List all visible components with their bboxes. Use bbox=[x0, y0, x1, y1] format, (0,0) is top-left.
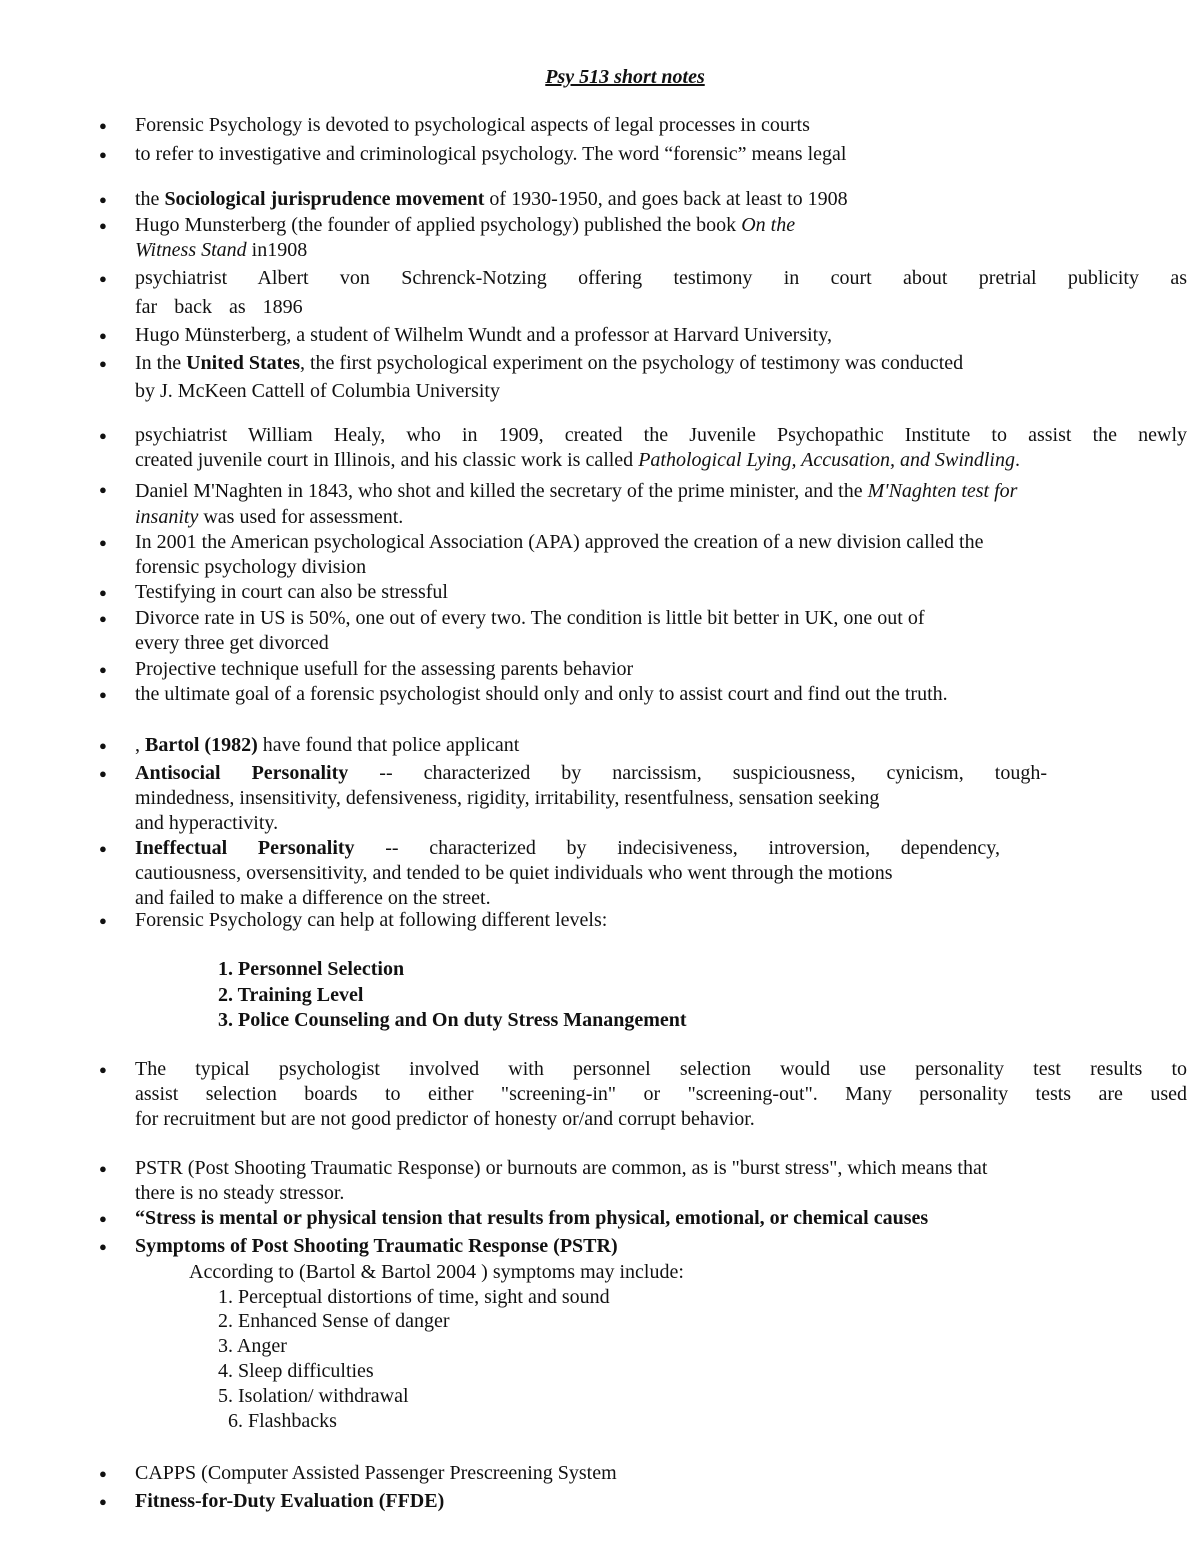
text: , bbox=[135, 734, 145, 756]
symptom-item: 2. Enhanced Sense of danger bbox=[218, 1310, 450, 1332]
text: In the bbox=[135, 352, 187, 374]
text-line: ● PSTR (Post Shooting Traumatic Response) or burnouts are common, as is "burst stress", which means that bbox=[135, 1157, 988, 1179]
text: in1908 bbox=[246, 239, 308, 261]
text-line: ● psychiatrist William Healy, who in 1909, created the Juvenile Psychopathic Institute to assist the newly bbox=[135, 424, 1187, 446]
italic-text: insanity bbox=[135, 506, 199, 528]
italic-text: Witness Stand bbox=[135, 239, 247, 261]
bullet-divorce-rate bbox=[135, 606, 1187, 656]
bold-text: Ineffectual Personality bbox=[135, 837, 355, 859]
text-line: for recruitment but are not good predictor of honesty or/and corrupt behavior. bbox=[135, 1108, 755, 1130]
bullet-munsterberg-harvard: ● Hugo Münsterberg, a student of Wilhelm Wundt and a professor at Harvard University, bbox=[135, 323, 1187, 348]
level-item: 2. Training Level bbox=[218, 984, 364, 1006]
text-line: there is no steady stressor. bbox=[135, 1182, 345, 1204]
text: -- characterized by indecisiveness, introversion, dependency, bbox=[354, 837, 1000, 859]
symptom-item: 4. Sleep difficulties bbox=[218, 1360, 374, 1382]
text-line: mindedness, insensitivity, defensiveness, rigidity, irritability, resentfulness, sensation seeking bbox=[135, 787, 880, 809]
bullet-united-states bbox=[135, 351, 1187, 406]
symptom-item: 3. Anger bbox=[218, 1335, 287, 1357]
text: have found that police applicant bbox=[257, 734, 520, 756]
italic-text: Pathological Lying, Accusation, and Swindling bbox=[638, 449, 1015, 471]
bold-text: Bartol (1982) bbox=[145, 734, 258, 756]
bullet-ffde: ● Fitness-for-Duty Evaluation (FFDE) bbox=[135, 1489, 1187, 1514]
text: the bbox=[135, 188, 165, 210]
text-line: assist selection boards to either "screening-in" or "screening-out". Many personality tests are used bbox=[135, 1083, 1187, 1105]
text-line: by J. McKeen Cattell of Columbia University bbox=[135, 380, 500, 402]
bullet-personnel-selection bbox=[135, 1057, 1187, 1132]
bullet-ultimate-goal: ● the ultimate goal of a forensic psychologist should only and only to assist court and find out the truth. bbox=[135, 682, 1187, 707]
text-line: and hyperactivity. bbox=[135, 812, 279, 834]
according-to-line: According to (Bartol & Bartol 2004 ) symptoms may include: bbox=[189, 1261, 684, 1283]
text: . bbox=[1014, 449, 1020, 471]
bullet-pstr-burnout bbox=[135, 1156, 1187, 1206]
text-line: ● Divorce rate in US is 50%, one out of every two. The condition is little bit better in UK, one out of bbox=[135, 607, 925, 629]
bullet-william-healy bbox=[135, 423, 1187, 473]
text-line: every three get divorced bbox=[135, 632, 329, 654]
bullet-capps: ● CAPPS (Computer Assisted Passenger Prescreening System bbox=[135, 1461, 1187, 1486]
level-item: 3. Police Counseling and On duty Stress Manangement bbox=[218, 1009, 687, 1031]
symptom-item: 1. Perceptual distortions of time, sight and sound bbox=[218, 1286, 610, 1308]
text-line: ● In 2001 the American psychological Association (APA) approved the creation of a new division called the bbox=[135, 531, 984, 553]
text-line: far back as 1896 bbox=[135, 296, 303, 318]
text-line: and failed to make a difference on the street. bbox=[135, 887, 491, 909]
symptom-item: 6. Flashbacks bbox=[228, 1410, 337, 1432]
text: was used for assessment. bbox=[198, 506, 404, 528]
text: , the first psychological experiment on the psychology of testimony was conducted bbox=[299, 352, 964, 374]
bullet-schrenck-notzing bbox=[135, 266, 1187, 323]
text: of 1930-1950, and goes back at least to 1908 bbox=[484, 188, 848, 210]
text: -- characterized by narcissism, suspiciousness, cynicism, tough- bbox=[348, 762, 1047, 784]
bold-text: Antisocial Personality bbox=[135, 762, 349, 784]
bullet-forensic-definition: ● Forensic Psychology is devoted to psychological aspects of legal processes in courts bbox=[135, 113, 1187, 138]
bullet-sociological-jurisprudence bbox=[135, 187, 1187, 212]
bold-text: Sociological jurisprudence movement bbox=[164, 188, 485, 210]
bullet-pstr-symptoms-heading: ● Symptoms of Post Shooting Traumatic Response (PSTR) bbox=[135, 1234, 1187, 1259]
bold-text: United States bbox=[186, 352, 300, 374]
bullet-mnaghten bbox=[135, 477, 1187, 530]
bullet-forensic-meaning: ● to refer to investigative and criminological psychology. The word “forensic” means legal bbox=[135, 142, 1187, 167]
text-line: forensic psychology division bbox=[135, 556, 367, 578]
bullet-forensic-levels: ● Forensic Psychology can help at following different levels: bbox=[135, 908, 1187, 933]
text: Daniel M'Naghten in 1843, who shot and killed the secretary of the prime minister, and the bbox=[135, 480, 868, 502]
bullet-munsterberg-book bbox=[135, 213, 1187, 263]
bullet-testifying-stress: ● Testifying in court can also be stressful bbox=[135, 580, 1187, 605]
page-title: Psy 513 short notes bbox=[545, 66, 705, 88]
bullet-stress-definition: ● “Stress is mental or physical tension that results from physical, emotional, or chemical causes bbox=[135, 1206, 1187, 1231]
text: Hugo Munsterberg (the founder of applied psychology) published the book bbox=[135, 214, 742, 236]
bullet-bartol-1982 bbox=[135, 733, 1187, 758]
text-line: ● The typical psychologist involved with personnel selection would use personality test results to bbox=[135, 1058, 1187, 1080]
level-item: 1. Personnel Selection bbox=[218, 958, 405, 980]
bullet-antisocial-personality bbox=[135, 761, 1047, 836]
text: created juvenile court in Illinois, and his classic work is called bbox=[135, 449, 639, 471]
bullet-ineffectual-personality bbox=[135, 836, 1000, 911]
italic-text: On the bbox=[741, 214, 796, 236]
italic-text: M'Naghten test for bbox=[867, 480, 1018, 502]
symptom-item: 5. Isolation/ withdrawal bbox=[218, 1385, 409, 1407]
bullet-projective-technique: ● Projective technique usefull for the assessing parents behavior bbox=[135, 657, 1187, 682]
text-line: ● psychiatrist Albert von Schrenck-Notzing offering testimony in court about pretrial publicity as bbox=[135, 267, 1187, 289]
text-line: cautiousness, oversensitivity, and tended to be quiet individuals who went through the motions bbox=[135, 862, 893, 884]
bullet-apa-division bbox=[135, 530, 1187, 580]
